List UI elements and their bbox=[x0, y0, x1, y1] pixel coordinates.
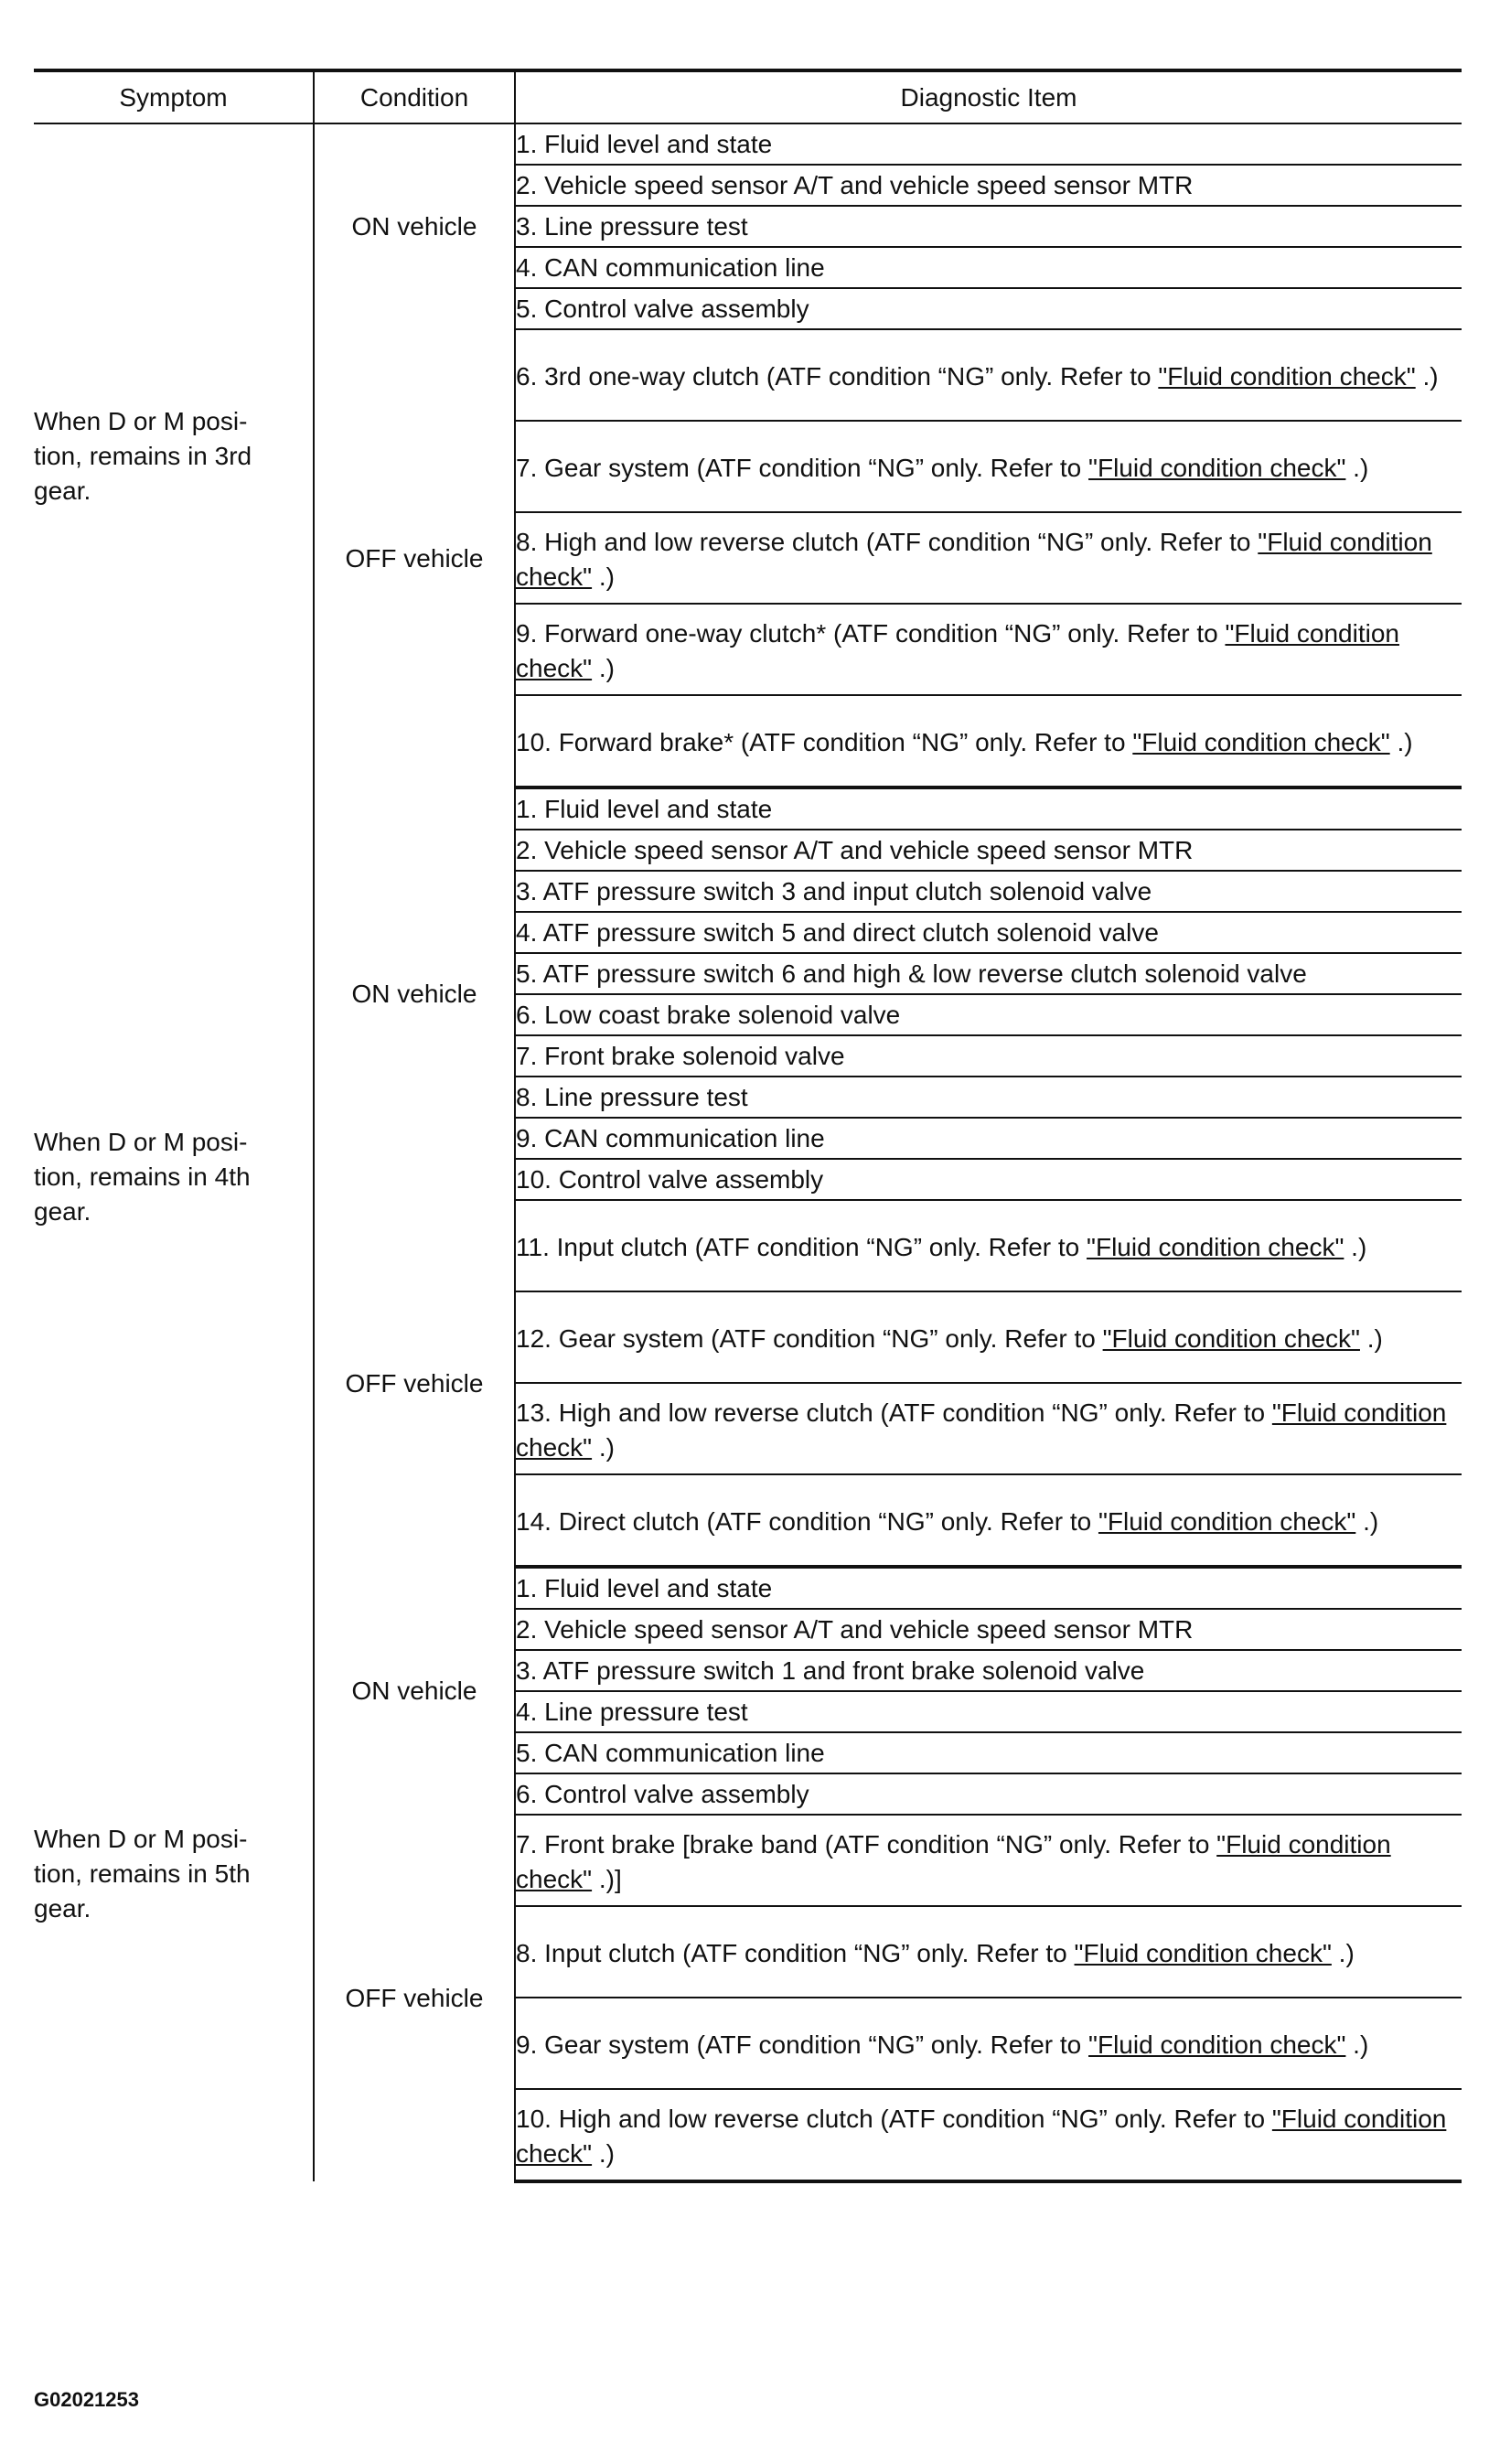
item-text: 9. Gear system (ATF condition “NG” only. Refer to bbox=[516, 2030, 1089, 2059]
fluid-condition-check-link[interactable]: "Fluid condition check" bbox=[1074, 1939, 1332, 1967]
diagnostic-item: 5. ATF pressure switch 6 and high & low reverse clutch solenoid valve bbox=[515, 953, 1462, 994]
diagnostic-item: 2. Vehicle speed sensor A/T and vehicle speed sensor MTR bbox=[515, 830, 1462, 871]
fluid-condition-check-link[interactable]: "Fluid condition check" bbox=[1088, 2030, 1346, 2059]
table-row bbox=[34, 1567, 1462, 1609]
fluid-condition-check-link[interactable]: "Fluid condition check" bbox=[516, 1830, 1391, 1893]
table-row bbox=[34, 787, 1462, 830]
item-text-suffix: .) bbox=[592, 1433, 615, 1462]
item-text-suffix: .) bbox=[1345, 454, 1369, 482]
diagnostic-item: 2. Vehicle speed sensor A/T and vehicle speed sensor MTR bbox=[515, 1609, 1462, 1650]
diagnostic-item: 6. Control valve assembly bbox=[515, 1773, 1462, 1815]
header-diagnostic-item: Diagnostic Item bbox=[515, 70, 1462, 123]
figure-code: G02021253 bbox=[34, 2388, 139, 2411]
item-text: 12. Gear system (ATF condition “NG” only. Refer to bbox=[516, 1324, 1103, 1353]
item-text: 8. Input clutch (ATF condition “NG” only. Refer to bbox=[516, 1939, 1075, 1967]
diagnostic-item: 2. Vehicle speed sensor A/T and vehicle speed sensor MTR bbox=[515, 165, 1462, 206]
diagnostic-item bbox=[515, 2089, 1462, 2181]
diagnostic-item bbox=[515, 1906, 1462, 1998]
diagnostic-item bbox=[515, 1200, 1462, 1291]
item-text-suffix: .) bbox=[1415, 362, 1439, 391]
header-condition: Condition bbox=[314, 70, 515, 123]
item-text-suffix: .) bbox=[592, 654, 615, 682]
condition-cell: ON vehicle bbox=[314, 787, 515, 1200]
header-symptom: Symptom bbox=[34, 70, 314, 123]
item-text-suffix: .) bbox=[1331, 1939, 1355, 1967]
symptom-cell: When D or M posi- tion, remains in 4th gear. bbox=[34, 1128, 251, 1226]
item-text: 10. High and low reverse clutch (ATF condition “NG” only. Refer to bbox=[516, 2105, 1272, 2133]
item-text: 10. Forward brake* (ATF condition “NG” only. Refer to bbox=[516, 728, 1133, 756]
fluid-condition-check-link[interactable]: "Fluid condition check" bbox=[1098, 1507, 1356, 1536]
diagnostic-item: 5. Control valve assembly bbox=[515, 288, 1462, 329]
symptom-cell: When D or M posi- tion, remains in 3rd gear. bbox=[34, 406, 252, 505]
item-text-suffix: .) bbox=[1359, 1324, 1383, 1353]
diagnostic-item bbox=[515, 1383, 1462, 1474]
item-text-suffix: .)] bbox=[592, 1865, 622, 1893]
item-text-suffix: .) bbox=[1344, 1233, 1367, 1261]
diagnostic-item bbox=[515, 329, 1462, 421]
fluid-condition-check-link[interactable]: "Fluid condition check" bbox=[1132, 728, 1390, 756]
fluid-condition-check-link[interactable]: "Fluid condition check" bbox=[1158, 362, 1416, 391]
diagnostic-item: 4. Line pressure test bbox=[515, 1691, 1462, 1732]
item-text: 9. Forward one-way clutch* (ATF condition “NG” only. Refer to bbox=[516, 619, 1226, 648]
diagnostic-table bbox=[34, 69, 1462, 2183]
fluid-condition-check-link[interactable]: "Fluid condition check" bbox=[516, 2105, 1447, 2168]
diagnostic-item: 7. Front brake solenoid valve bbox=[515, 1035, 1462, 1077]
diagnostic-item: 3. ATF pressure switch 1 and front brake solenoid valve bbox=[515, 1650, 1462, 1691]
diagnostic-item bbox=[515, 1998, 1462, 2089]
fluid-condition-check-link[interactable]: "Fluid condition check" bbox=[516, 528, 1432, 591]
diagnostic-item bbox=[515, 1815, 1462, 1906]
table-header bbox=[34, 70, 1462, 123]
item-text: 14. Direct clutch (ATF condition “NG” only. Refer to bbox=[516, 1507, 1098, 1536]
condition-cell: ON vehicle bbox=[314, 1567, 515, 1815]
fluid-condition-check-link[interactable]: "Fluid condition check" bbox=[1102, 1324, 1360, 1353]
diagnostic-item bbox=[515, 695, 1462, 787]
diagnostic-item: 1. Fluid level and state bbox=[515, 787, 1462, 830]
fluid-condition-check-link[interactable]: "Fluid condition check" bbox=[1087, 1233, 1344, 1261]
fluid-condition-check-link[interactable]: "Fluid condition check" bbox=[516, 619, 1399, 682]
item-text-suffix: .) bbox=[592, 2139, 615, 2168]
item-text-suffix: .) bbox=[1389, 728, 1413, 756]
diagnostic-item: 4. CAN communication line bbox=[515, 247, 1462, 288]
diagnostic-item: 8. Line pressure test bbox=[515, 1077, 1462, 1118]
fluid-condition-check-link[interactable]: "Fluid condition check" bbox=[516, 1398, 1447, 1462]
item-text: 13. High and low reverse clutch (ATF condition “NG” only. Refer to bbox=[516, 1398, 1272, 1427]
diagnostic-item: 3. ATF pressure switch 3 and input clutch solenoid valve bbox=[515, 871, 1462, 912]
diagnostic-item: 5. CAN communication line bbox=[515, 1732, 1462, 1773]
diagnostic-item: 6. Low coast brake solenoid valve bbox=[515, 994, 1462, 1035]
item-text-suffix: .) bbox=[1355, 1507, 1379, 1536]
symptom-cell: When D or M posi- tion, remains in 5th gear. bbox=[34, 1825, 251, 1923]
diagnostic-item bbox=[515, 421, 1462, 512]
diagnostic-item bbox=[515, 1291, 1462, 1383]
diagnostic-item: 1. Fluid level and state bbox=[515, 123, 1462, 165]
diagnostic-item: 4. ATF pressure switch 5 and direct clutch solenoid valve bbox=[515, 912, 1462, 953]
diagnostic-item bbox=[515, 604, 1462, 695]
condition-cell: OFF vehicle bbox=[314, 329, 515, 787]
diagnostic-item: 10. Control valve assembly bbox=[515, 1159, 1462, 1200]
diagnostic-item bbox=[515, 512, 1462, 604]
diagnostic-item: 3. Line pressure test bbox=[515, 206, 1462, 247]
diagnostic-item: 9. CAN communication line bbox=[515, 1118, 1462, 1159]
item-text-suffix: .) bbox=[1345, 2030, 1369, 2059]
diagnostic-item bbox=[515, 1474, 1462, 1567]
condition-cell: OFF vehicle bbox=[314, 1815, 515, 2181]
item-text: 6. 3rd one-way clutch (ATF condition “NG” only. Refer to bbox=[516, 362, 1159, 391]
fluid-condition-check-link[interactable]: "Fluid condition check" bbox=[1088, 454, 1346, 482]
item-text: 11. Input clutch (ATF condition “NG” only. Refer to bbox=[516, 1233, 1087, 1261]
diagnostic-item: 1. Fluid level and state bbox=[515, 1567, 1462, 1609]
condition-cell: OFF vehicle bbox=[314, 1200, 515, 1567]
table-row bbox=[34, 123, 1462, 165]
item-text: 8. High and low reverse clutch (ATF condition “NG” only. Refer to bbox=[516, 528, 1259, 556]
item-text: 7. Gear system (ATF condition “NG” only. Refer to bbox=[516, 454, 1089, 482]
condition-cell: ON vehicle bbox=[314, 123, 515, 329]
item-text-suffix: .) bbox=[592, 562, 615, 591]
item-text: 7. Front brake [brake band (ATF condition “NG” only. Refer to bbox=[516, 1830, 1217, 1859]
table-body bbox=[34, 123, 1462, 2181]
